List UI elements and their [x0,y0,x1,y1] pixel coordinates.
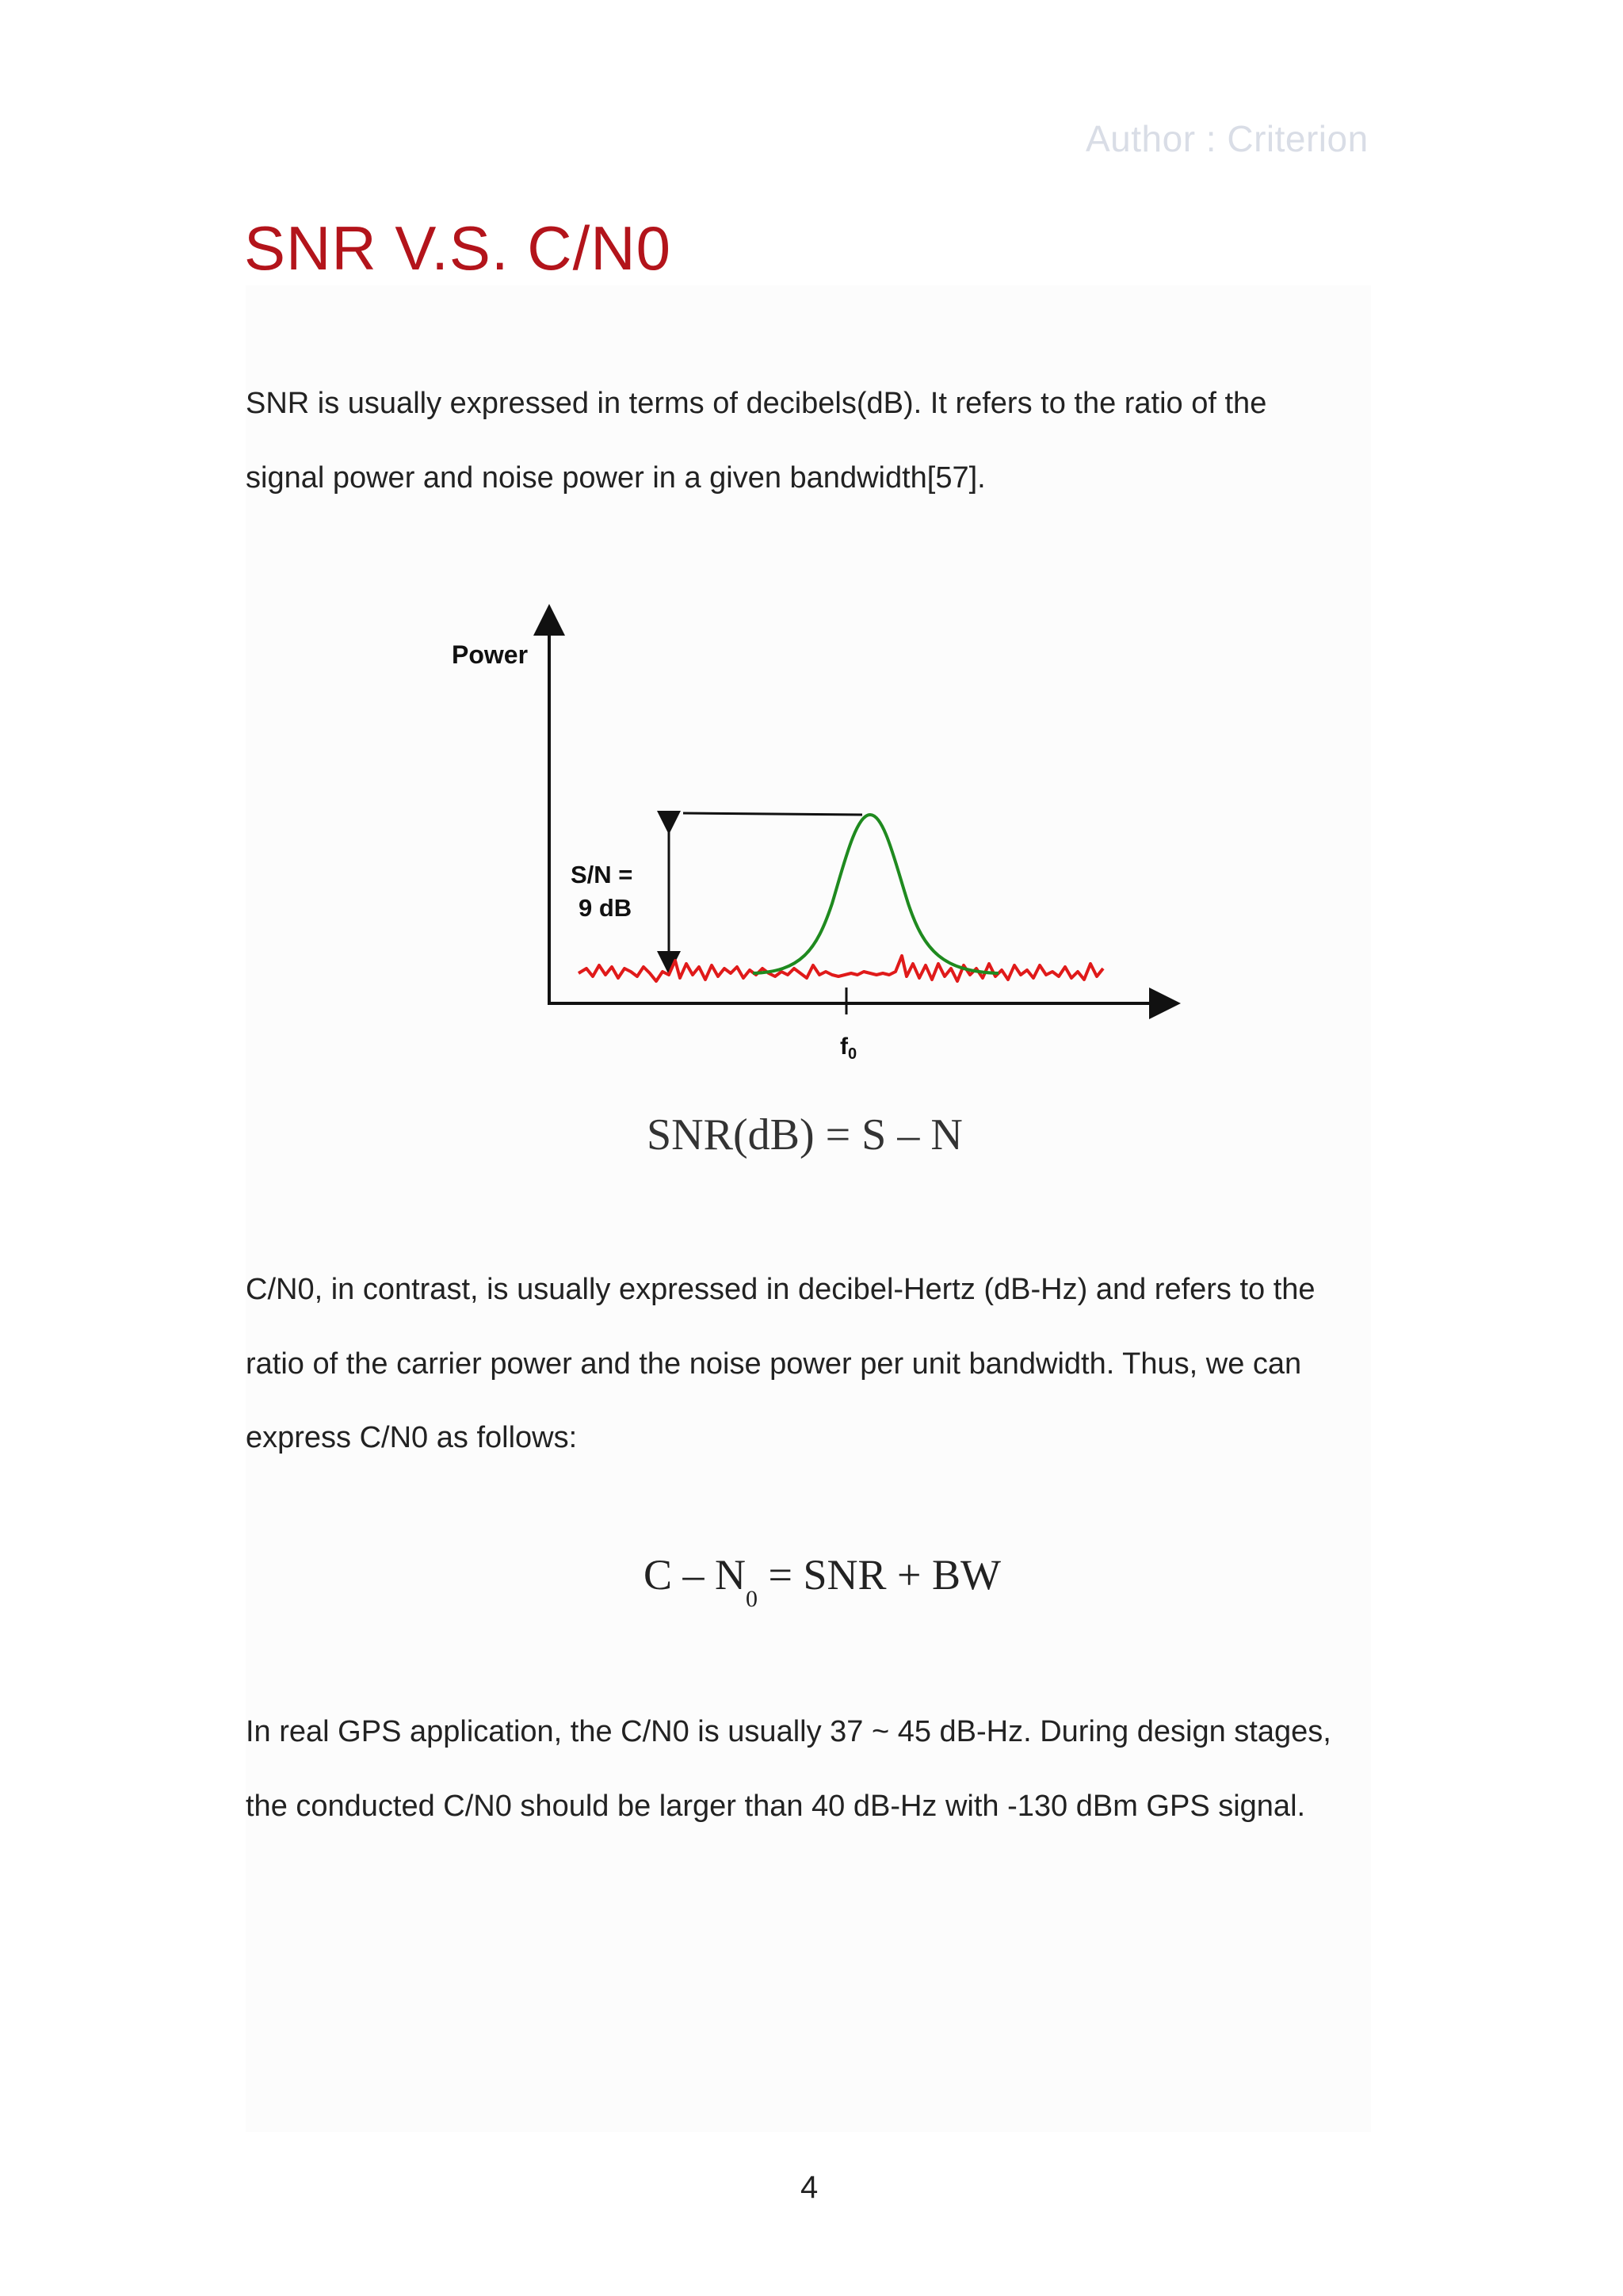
cn0-formula-left: C – N [643,1551,747,1599]
noise-trace [579,956,1103,981]
paragraph-cn0-line-1: C/N0, in contrast, is usually expressed in decibel-Hertz (dB-Hz) and refers to the [246,1273,1316,1306]
signal-curve [753,815,999,973]
page-number: 4 [800,2170,819,2205]
peak-level-line [683,813,862,815]
cn0-formula [643,1550,1001,1612]
paragraph-snr-line-2: signal power and noise power in a given bandwidth[57]. [246,461,986,495]
y-axis-label: Power [452,640,529,669]
snr-figure [428,602,1189,1189]
snr-formula: SNR(dB) = S – N [647,1110,963,1159]
cn0-formula-subscript: 0 [746,1586,758,1612]
page-background [246,285,1371,2132]
paragraph-gps-line-1: In real GPS application, the C/N0 is usually 37 ~ 45 dB-Hz. During design stages, [246,1715,1331,1748]
paragraph-snr-line-1: SNR is usually expressed in terms of decibels(dB). It refers to the ratio of the [246,387,1267,420]
paragraph-gps-line-2: the conducted C/N0 should be larger than 40 dB-Hz with -130 dBm GPS signal. [246,1790,1306,1823]
cn0-formula-right: = SNR + BW [758,1551,1001,1599]
page-title: SNR V.S. C/N0 [244,213,671,283]
x-tick-label: $f_0$ [840,1033,857,1063]
paragraph-cn0-line-2: ratio of the carrier power and the noise power per unit bandwidth. Thus, we can [246,1347,1302,1381]
sn-label-line-1: S/N = [571,861,633,888]
snr-diagram [428,602,1189,1189]
author-header: Author : Criterion [1086,118,1369,159]
paragraph-cn0-line-3: express C/N0 as follows: [246,1421,578,1454]
sn-label-line-2: 9 dB [579,894,632,922]
